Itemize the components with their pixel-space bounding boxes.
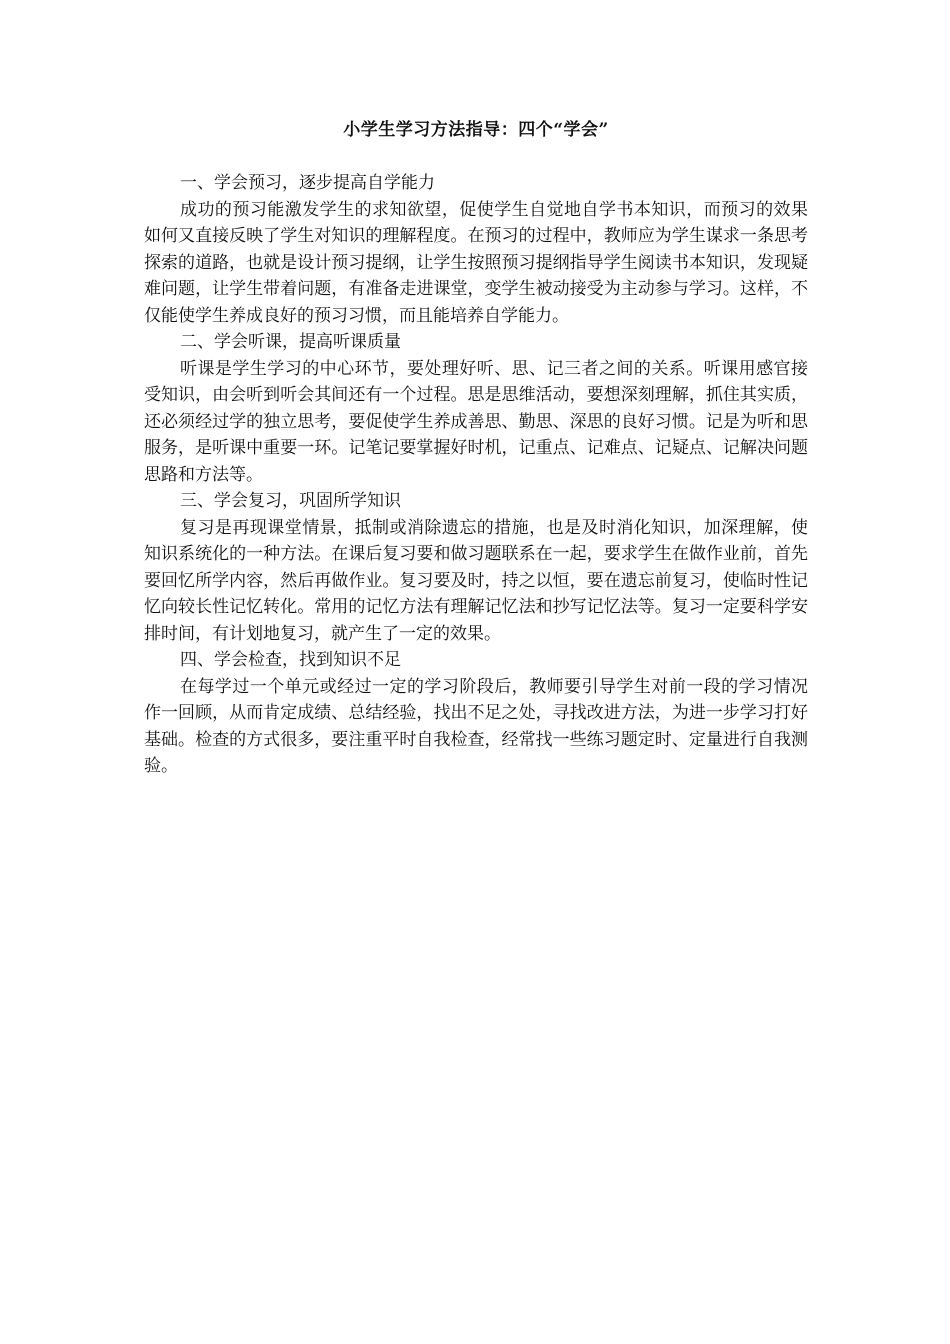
section-heading: 一、学会预习，逐步提高自学能力	[180, 173, 435, 193]
section-heading: 三、学会复习，巩固所学知识	[180, 491, 401, 511]
section-heading: 二、学会听课，提高听课质量	[180, 332, 401, 352]
section-heading: 四、学会检查，找到知识不足	[180, 650, 401, 670]
section-preview	[144, 170, 808, 329]
document-page	[144, 118, 808, 780]
document-title: 小学生学习方法指导：四个“学会”	[343, 120, 609, 140]
section-checking	[144, 647, 808, 780]
section-review	[144, 488, 808, 647]
section-paragraph: 听课是学生学习的中心环节，要处理好听、思、记三者之间的关系。听课用感官接受知识，由会听到听会其间还有一个过程。思是思维活动，要想深刻理解，抓住其实质，还必须经过学的独立思考，要促使学生养成善思、勤思、深思的良好习惯。记是为听和思服务，是听课中重要一环。记笔记要掌握好时机，记重点、记难点、记疑点、记解决问题思路和方法等。	[144, 358, 808, 485]
section-paragraph: 成功的预习能激发学生的求知欲望，促使学生自觉地自学书本知识，而预习的效果如何又直接反映了学生对知识的理解程度。在预习的过程中，教师应为学生谋求一条思考探索的道路，也就是设计预习提纲，让学生按照预习提纲指导学生阅读书本知识，发现疑难问题，让学生带着问题，有准备走进课堂，变学生被动接受为主动参与学习。这样，不仅能使学生养成良好的预习习惯，而且能培养自学能力。	[144, 199, 808, 326]
section-listening	[144, 329, 808, 488]
section-paragraph: 在每学过一个单元或经过一定的学习阶段后，教师要引导学生对前一段的学习情况作一回顾，从而肯定成绩、总结经验，找出不足之处，寻找改进方法，为进一步学习打好基础。检查的方式很多，要注重平时自我检查，经常找一些练习题定时、定量进行自我测验。	[144, 676, 808, 776]
section-paragraph: 复习是再现课堂情景，抵制或消除遗忘的措施，也是及时消化知识，加深理解，使知识系统化的一种方法。在课后复习要和做习题联系在一起，要求学生在做作业前，首先要回忆所学内容，然后再做作业。复习要及时，持之以恒，要在遗忘前复习，使临时性记忆向较长性记忆转化。常用的记忆方法有理解记忆法和抄写记忆法等。复习一定要科学安排时间，有计划地复习，就产生了一定的效果。	[144, 517, 808, 644]
